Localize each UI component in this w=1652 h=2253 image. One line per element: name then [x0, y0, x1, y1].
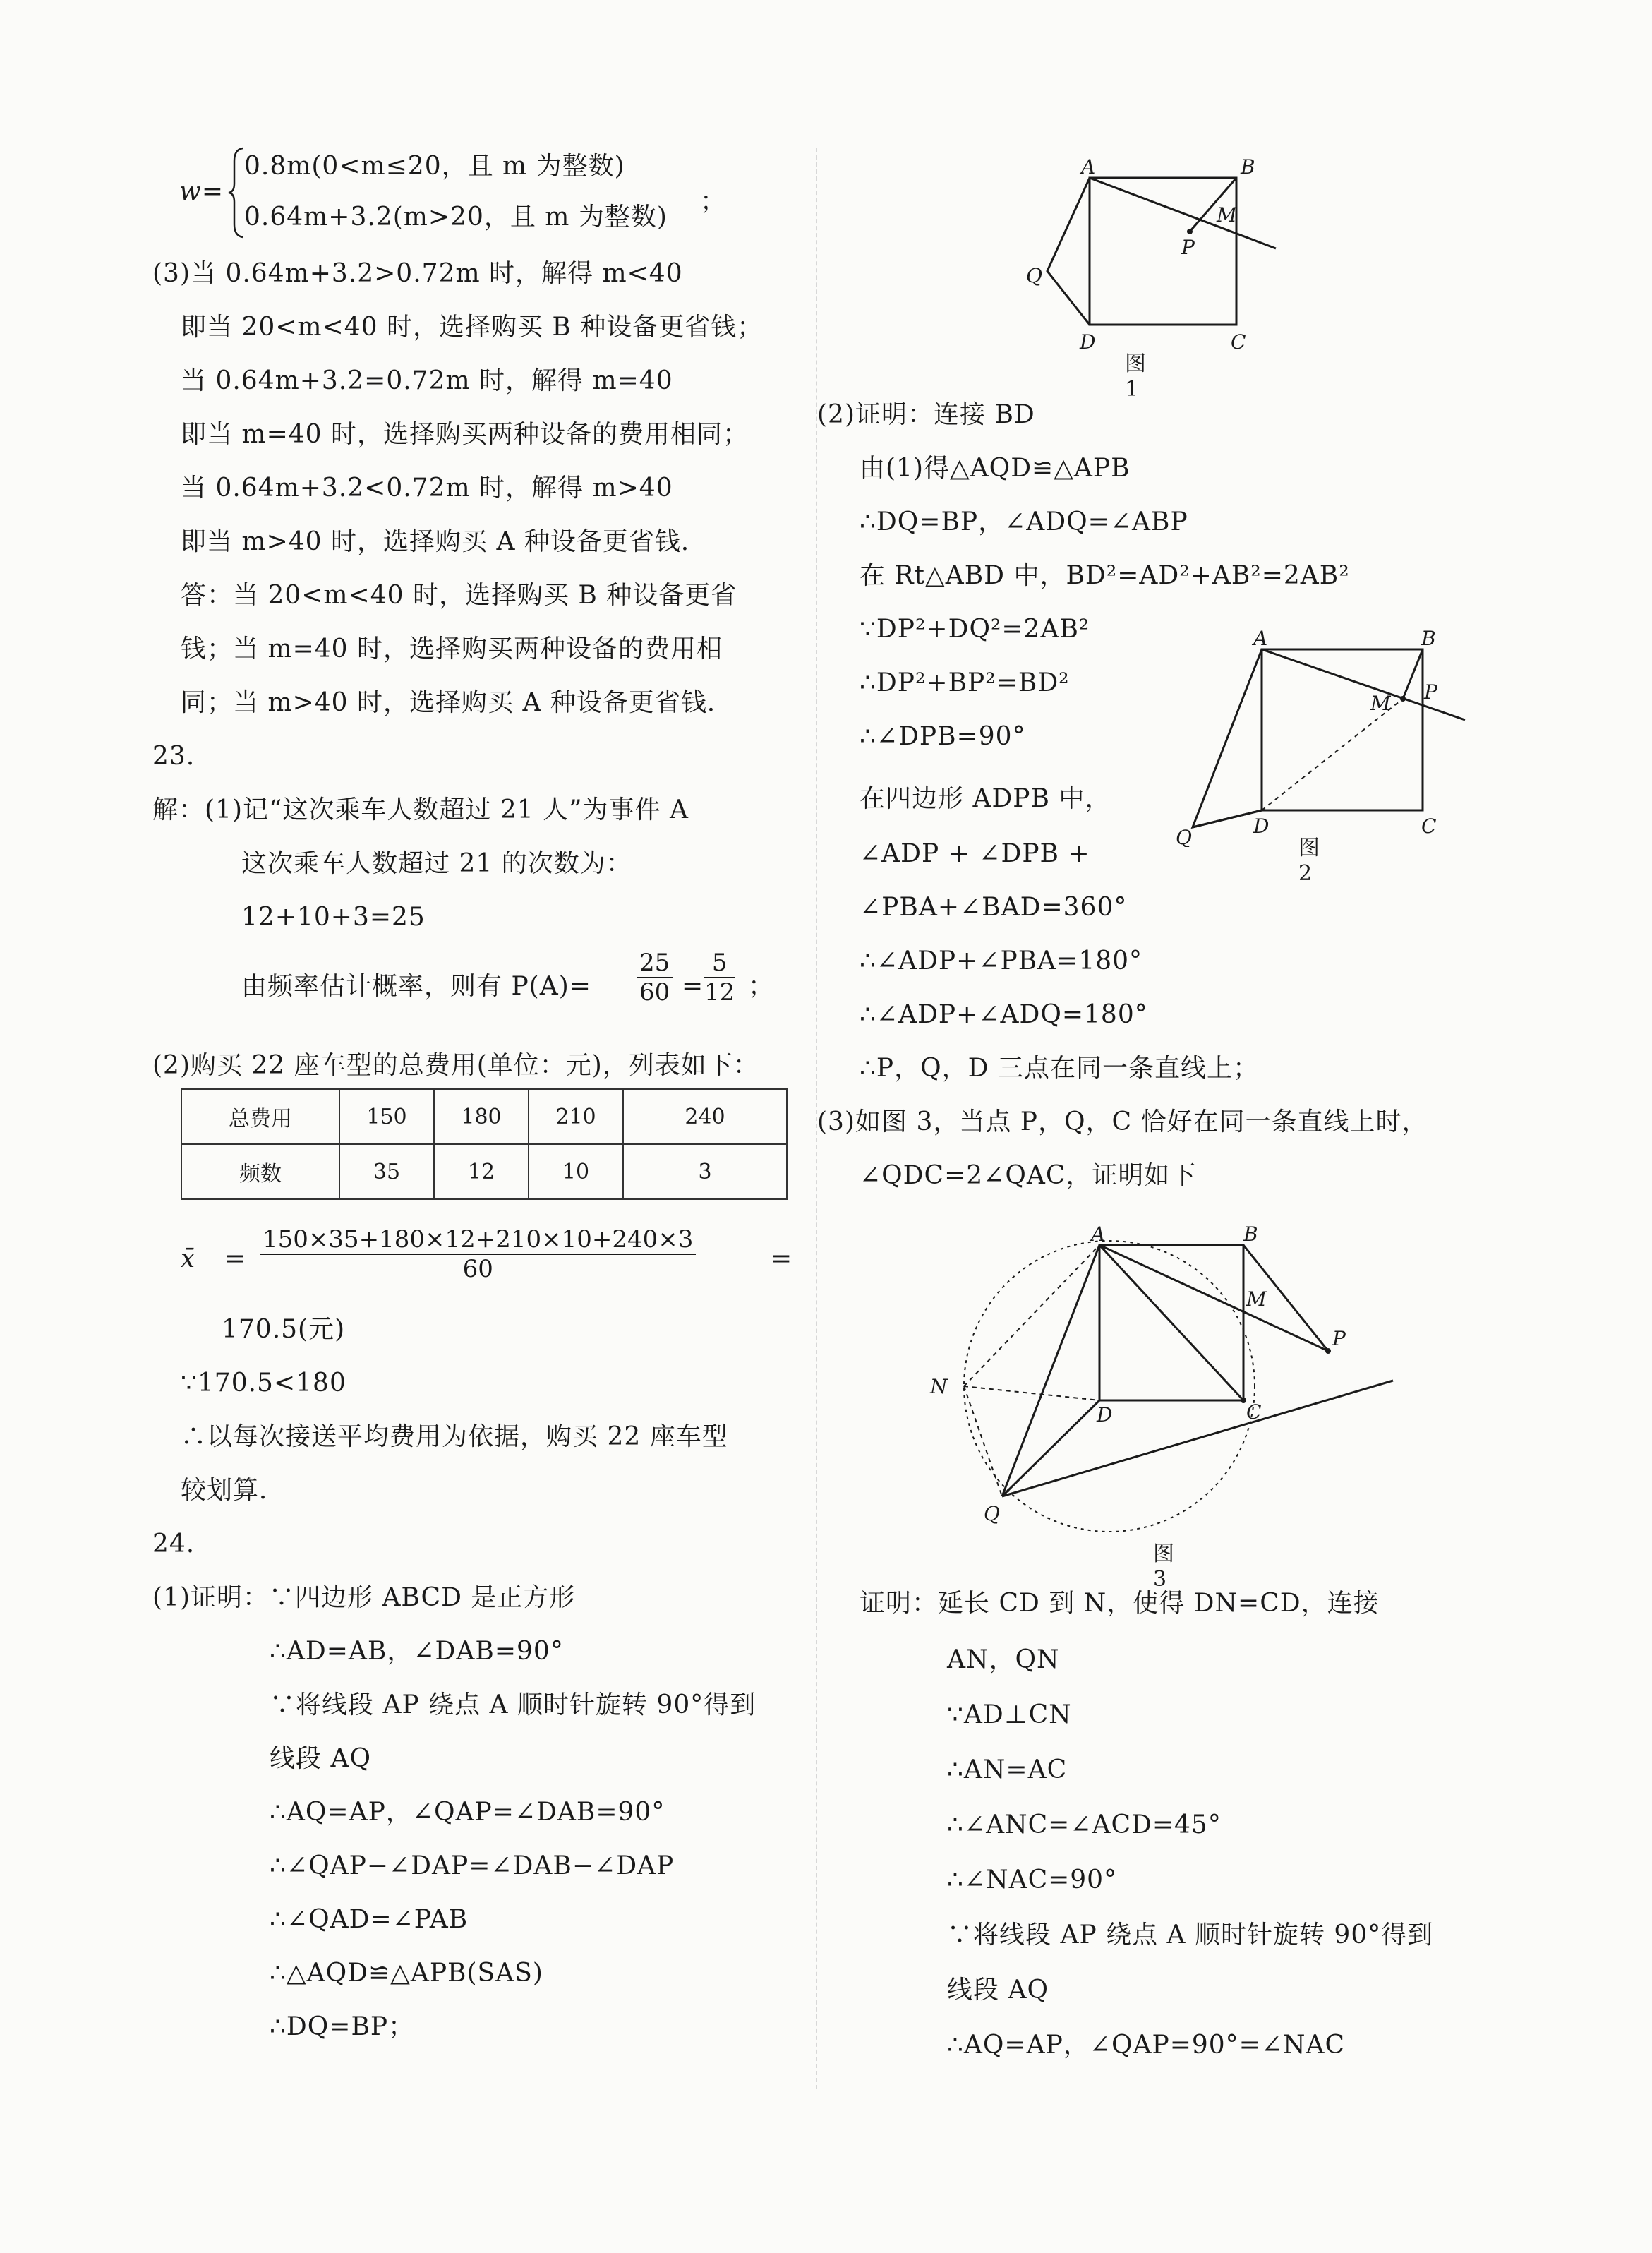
text-line: 当 0.64m+3.2=0.72m 时，解得 m=40 — [181, 366, 673, 395]
text-line: ∴AQ=AP，∠QAP=∠DAB=90° — [270, 1798, 665, 1827]
table-cell: 35 — [339, 1144, 434, 1199]
label-Q: Q — [984, 1502, 1000, 1525]
fraction-denominator: 60 — [639, 978, 670, 1007]
text-line: ∵将线段 AP 绕点 A 顺时针旋转 90°得到 — [947, 1921, 1434, 1949]
text-line: ∴∠QAD=∠PAB — [270, 1905, 469, 1934]
fraction-numerator: 5 — [704, 949, 735, 978]
text-line: 即当 m>40 时，选择购买 A 种设备更省钱． — [181, 527, 707, 556]
text-line: (3)如图 3，当点 P，Q，C 恰好在同一条直线上时， — [817, 1107, 1428, 1136]
figure-1-diagram — [1016, 148, 1284, 353]
label-D: D — [1080, 330, 1096, 353]
label-A: A — [1091, 1222, 1106, 1246]
text-line: 当 0.64m+3.2<0.72m 时，解得 m>40 — [181, 474, 673, 503]
label-M: M — [1246, 1287, 1267, 1311]
text-line: 证明：延长 CD 到 N，使得 DN=CD，连接 — [860, 1589, 1380, 1618]
figure-3-diagram — [924, 1214, 1433, 1553]
label-P: P — [1424, 680, 1437, 704]
text-line: 12+10+3=25 — [241, 903, 426, 932]
text-line: ∴∠ADP+∠PBA=180° — [860, 947, 1143, 975]
table-cell: 3 — [623, 1144, 787, 1199]
text-line: 即当 20<m<40 时，选择购买 B 种设备更省钱； — [181, 313, 764, 342]
prob-equals: = — [682, 972, 704, 1001]
text-line: (3)当 0.64m+3.2>0.72m 时，解得 m<40 — [152, 259, 683, 288]
text-line: ∴DQ=BP，∠ADQ=∠ABP — [860, 507, 1188, 536]
fraction-25-60 — [637, 949, 673, 1007]
label-Q: Q — [1176, 826, 1192, 847]
label-A: A — [1081, 155, 1096, 179]
label-C: C — [1231, 330, 1246, 353]
text-line: 线段 AQ — [947, 1976, 1049, 2005]
text-line: ∴DP²+BP²=BD² — [860, 668, 1070, 697]
text-line: ∴∠NAC=90° — [947, 1866, 1118, 1894]
mean-fraction — [260, 1225, 696, 1283]
prob-end: ； — [748, 972, 775, 1001]
table-row — [181, 1089, 787, 1144]
label-P: P — [1181, 236, 1195, 259]
figure-2-caption: 图2 — [1298, 836, 1320, 886]
question-number: 23. — [152, 742, 195, 771]
label-C: C — [1421, 815, 1437, 838]
mean-equals-2: = — [771, 1244, 793, 1273]
label-D: D — [1097, 1403, 1113, 1426]
fraction-5-12 — [704, 949, 735, 1007]
text-line: ∴∠QAP−∠DAP=∠DAB−∠DAP — [270, 1851, 675, 1880]
text-line: ∴AD=AB，∠DAB=90° — [270, 1637, 564, 1666]
text-line: ∵将线段 AP 绕点 A 顺时针旋转 90°得到 — [270, 1690, 756, 1719]
text-line: ∵AD⊥CN — [947, 1700, 1072, 1729]
text-line: ∴以每次接送平均费用为依据，购买 22 座车型 — [181, 1422, 728, 1451]
label-B: B — [1243, 1222, 1258, 1246]
mean-numerator: 150×35+180×12+210×10+240×3 — [260, 1225, 696, 1255]
label-Q: Q — [1026, 264, 1042, 287]
table-cell: 150 — [339, 1089, 434, 1144]
piecewise-line-1: 0.8m(0<m≤20，且 m 为整数) — [244, 152, 625, 181]
table-cell: 180 — [434, 1089, 529, 1144]
text-line: ∴AN=AC — [947, 1755, 1068, 1784]
cost-frequency-table — [181, 1088, 788, 1200]
text-line: ∴AQ=AP，∠QAP=90°=∠NAC — [947, 2031, 1346, 2060]
figure-2-diagram — [1171, 621, 1489, 847]
text-line: 同；当 m>40 时，选择购买 A 种设备更省钱． — [181, 688, 733, 717]
text-line: ∵DP²+DQ²=2AB² — [860, 615, 1090, 644]
text-line: 线段 AQ — [270, 1744, 371, 1773]
text-line: 解：(1)记“这次乘车人数超过 21 人”为事件 A — [152, 795, 689, 824]
prob-lead: 由频率估计概率，则有 P(A)= — [241, 972, 591, 1001]
table-cell: 240 — [623, 1089, 787, 1144]
label-M: M — [1370, 692, 1391, 715]
text-line: ∴∠DPB=90° — [860, 722, 1026, 751]
text-line: ∠ADP + ∠DPB + — [860, 839, 1090, 868]
label-B: B — [1421, 627, 1436, 650]
label-P: P — [1332, 1327, 1346, 1350]
text-line: ∠QDC=2∠QAC，证明如下 — [860, 1161, 1197, 1190]
text-line: 答：当 20<m<40 时，选择购买 B 种设备更省 — [181, 581, 737, 610]
mean-denominator: 60 — [462, 1255, 493, 1283]
table-cell: 12 — [434, 1144, 529, 1199]
text-line: 钱；当 m=40 时，选择购买两种设备的费用相 — [181, 635, 723, 663]
table-row — [181, 1144, 787, 1199]
text-line: 170.5(元) — [222, 1315, 346, 1344]
text-line: ∴∠ADP+∠ADQ=180° — [860, 1000, 1148, 1029]
w-symbol: w= — [179, 177, 224, 206]
figure-1-caption: 图1 — [1125, 352, 1146, 402]
text-line: ∴△AQD≌△APB(SAS) — [270, 1959, 543, 1988]
text-line: 在 Rt△ABD 中，BD²=AD²+AB²=2AB² — [860, 561, 1350, 590]
label-B: B — [1241, 155, 1255, 179]
text-line: 较划算． — [181, 1476, 286, 1505]
label-D: D — [1253, 815, 1270, 838]
question-number: 24. — [152, 1530, 195, 1558]
table-cell: 总费用 — [181, 1089, 339, 1144]
piecewise-brace — [227, 147, 246, 239]
text-line: ∠PBA+∠BAD=360° — [860, 893, 1128, 922]
text-line: ∴DQ=BP； — [270, 2012, 415, 2041]
label-M: M — [1217, 203, 1237, 227]
table-cell: 10 — [529, 1144, 623, 1199]
text-line: (2)购买 22 座车型的总费用(单位：元)，列表如下： — [152, 1051, 759, 1080]
piecewise-end: ； — [700, 187, 727, 216]
text-line: (2)证明：连接 BD — [817, 400, 1035, 429]
text-line: ∴P，Q，D 三点在同一条直线上； — [860, 1054, 1259, 1083]
text-line: (1)证明：∵四边形 ABCD 是正方形 — [152, 1583, 576, 1612]
text-line: ∵170.5<180 — [181, 1369, 346, 1398]
label-N: N — [930, 1375, 948, 1398]
mean-symbol: x̄ — [181, 1244, 196, 1273]
text-line: 这次乘车人数超过 21 的次数为： — [241, 849, 632, 878]
mean-equals: = — [224, 1244, 247, 1273]
piecewise-line-2: 0.64m+3.2(m>20，且 m 为整数) — [244, 203, 668, 232]
text-line: 即当 m=40 时，选择购买两种设备的费用相同； — [181, 420, 749, 449]
text-line: ∴∠ANC=∠ACD=45° — [947, 1810, 1222, 1839]
fraction-numerator: 25 — [637, 949, 673, 978]
table-cell: 210 — [529, 1089, 623, 1144]
fraction-denominator: 12 — [704, 978, 735, 1007]
text-line: 由(1)得△AQD≌△APB — [860, 454, 1131, 483]
text-line: AN，QN — [947, 1645, 1060, 1674]
text-line: 在四边形 ADPB 中， — [860, 784, 1111, 813]
label-A: A — [1253, 627, 1268, 650]
table-cell: 频数 — [181, 1144, 339, 1199]
figure-3-caption: 图3 — [1153, 1542, 1174, 1592]
label-C: C — [1246, 1400, 1262, 1424]
